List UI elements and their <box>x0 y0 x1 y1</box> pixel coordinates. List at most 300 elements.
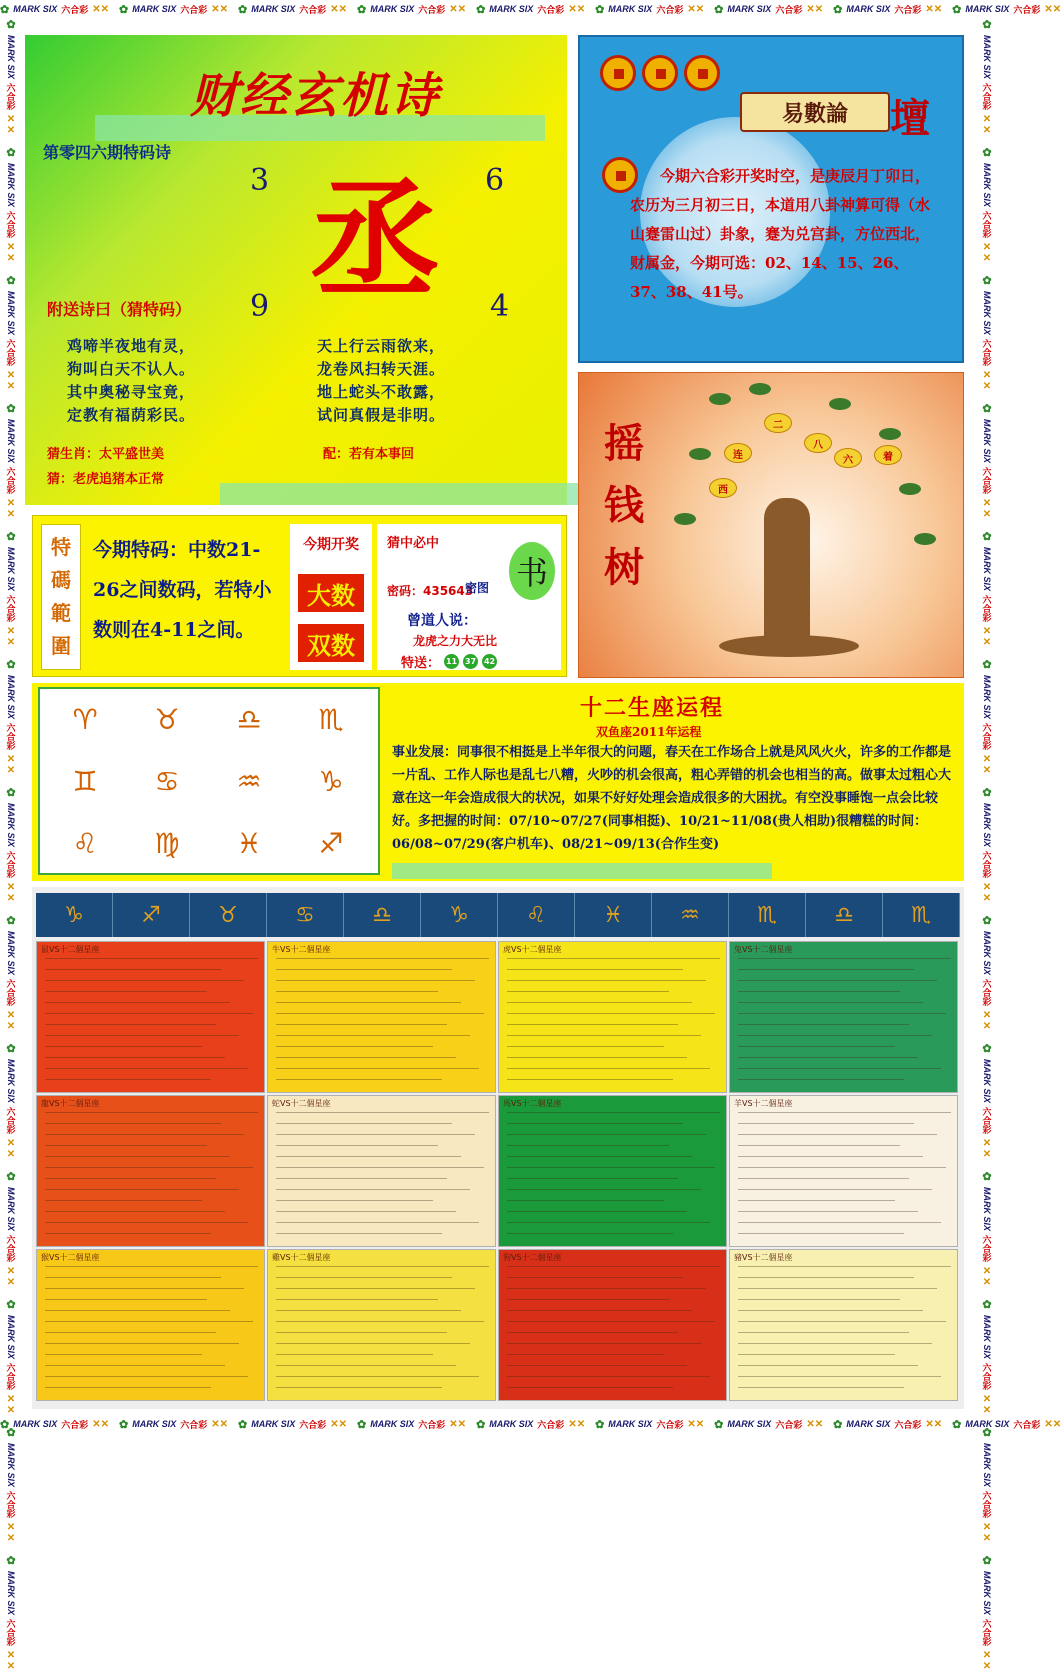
text-line <box>45 1068 248 1069</box>
cell-header: 牛VS十二個星座 <box>272 945 331 954</box>
tree-coin: 六 <box>834 448 862 468</box>
star-sign-icon: ♎ <box>344 893 421 937</box>
text-line <box>738 1321 946 1322</box>
sign-compatibility-cell <box>498 1249 727 1401</box>
number-top-right: 6 <box>485 163 505 198</box>
hit-password: 密码：435643 <box>387 584 474 598</box>
text-line <box>507 1332 678 1333</box>
star-sign-icon: ♑ <box>36 893 113 937</box>
coin-icon <box>600 55 636 91</box>
mark-six-logo: ✿ MARK SIX 六合彩 ✕✕ <box>833 1418 943 1431</box>
text-line <box>276 1288 475 1289</box>
verse-line: 地上蛇头不敢露， <box>317 383 446 401</box>
mark-six-logo: ✿ MARK SIX 六合彩 ✕✕ <box>980 274 993 393</box>
tree-coin: 西 <box>709 478 737 498</box>
cell-header: 羊VS十二個星座 <box>734 1099 793 1108</box>
text-line <box>45 1057 225 1058</box>
range-panel <box>32 515 567 677</box>
text-line <box>276 1332 447 1333</box>
text-line <box>45 991 207 992</box>
hit-box <box>377 524 561 670</box>
open-box <box>290 524 372 670</box>
zodiac-sign-icon: ♉ <box>154 702 180 736</box>
text-line <box>507 1321 715 1322</box>
tree-title <box>599 413 649 599</box>
text-line <box>276 1354 433 1355</box>
text-line <box>738 1200 895 1201</box>
sign-compatibility-cell <box>36 1095 265 1247</box>
left-border-strip <box>0 18 22 1672</box>
star-sign-icon: ♏ <box>883 893 960 937</box>
text-line <box>276 1079 442 1080</box>
text-line <box>507 1211 687 1212</box>
coin-icon <box>684 55 720 91</box>
mark-six-logo: ✿ MARK SIX 六合彩 ✕✕ <box>714 1418 824 1431</box>
tree-coin: 连 <box>724 443 752 463</box>
signs-icon-row <box>36 893 960 937</box>
poem-title: 财经玄机诗 <box>190 68 441 124</box>
tree-coin: 二 <box>764 413 792 433</box>
zodiac-sign-icon: ♑ <box>318 764 344 798</box>
cell-header: 豬VS十二個星座 <box>734 1253 793 1262</box>
zodiac-sign-icon: ♐ <box>318 826 344 860</box>
zodiac-subtitle: 双鱼座2011年运程 <box>596 725 702 739</box>
verse-line: 试问真假是非明。 <box>317 406 446 424</box>
mark-six-logo: ✿ MARK SIX 六合彩 ✕✕ <box>357 3 467 16</box>
mark-six-logo: ✿ MARK SIX 六合彩 ✕✕ <box>4 1042 17 1161</box>
text-line <box>738 1079 904 1080</box>
hit-map-label: 密图 <box>465 581 490 595</box>
tree-root-icon <box>719 635 859 657</box>
star-sign-icon: ♌ <box>498 893 575 937</box>
text-line <box>507 1200 664 1201</box>
right-border-strip <box>976 18 998 1672</box>
mark-six-logo: ✿ MARK SIX 六合彩 ✕✕ <box>4 18 17 137</box>
mark-six-logo: ✿ MARK SIX 六合彩 ✕✕ <box>980 18 993 137</box>
text-line <box>738 1068 941 1069</box>
text-line <box>276 1310 461 1311</box>
mark-six-logo: ✿ MARK SIX 六合彩 ✕✕ <box>980 530 993 649</box>
text-line <box>507 1233 673 1234</box>
cell-header: 雞VS十二個星座 <box>272 1253 331 1262</box>
text-line <box>507 1123 683 1124</box>
zodiac-sign-icon: ♓ <box>236 826 262 860</box>
mark-six-logo: ✿ MARK SIX 六合彩 ✕✕ <box>980 146 993 265</box>
open-big-badge: 大数 <box>298 574 364 612</box>
tree-coin: 着 <box>874 445 902 465</box>
mark-six-logo: ✿ MARK SIX 六合彩 ✕✕ <box>980 402 993 521</box>
text-line <box>45 1156 230 1157</box>
text-line <box>738 1046 895 1047</box>
text-line <box>738 1156 923 1157</box>
text-line <box>45 1145 207 1146</box>
range-label-char: 特 <box>51 535 71 559</box>
text-line <box>738 1002 923 1003</box>
text-line <box>276 980 475 981</box>
verse-line: 鸡啼半夜地有灵， <box>67 337 196 355</box>
mark-six-logo: ✿ MARK SIX 六合彩 ✕✕ <box>980 658 993 777</box>
big-character: 丞 <box>310 163 441 316</box>
cell-header: 蛇VS十二個星座 <box>272 1099 331 1108</box>
text-line <box>507 1145 669 1146</box>
text-line <box>276 1200 433 1201</box>
sign-compatibility-cell <box>267 941 496 1093</box>
text-line <box>738 1211 918 1212</box>
text-line <box>738 1354 895 1355</box>
text-line <box>276 1112 489 1113</box>
leaf-icon <box>829 398 851 410</box>
signs-grid <box>32 887 964 1409</box>
sign-compatibility-cell <box>729 941 958 1093</box>
zodiac-sign-icon: ♒ <box>236 764 262 798</box>
sign-compatibility-cell <box>36 941 265 1093</box>
text-line <box>276 1024 447 1025</box>
text-line <box>738 969 914 970</box>
zodiac-sign-icon: ♊ <box>72 764 98 798</box>
mark-six-logo: ✿ MARK SIX 六合彩 ✕✕ <box>0 1418 110 1431</box>
mark-six-logo: ✿ MARK SIX 六合彩 ✕✕ <box>4 914 17 1033</box>
mark-six-logo: ✿ MARK SIX 六合彩 ✕✕ <box>4 658 17 777</box>
sign-compatibility-cell <box>729 1249 958 1401</box>
mark-six-logo: ✿ MARK SIX 六合彩 ✕✕ <box>4 1170 17 1289</box>
tree-title-char: 树 <box>604 544 644 591</box>
text-line <box>738 1189 932 1190</box>
text-line <box>276 1046 433 1047</box>
star-sign-icon: ♓ <box>575 893 652 937</box>
text-line <box>45 1002 230 1003</box>
cell-header: 鼠VS十二個星座 <box>41 945 100 954</box>
text-line <box>738 1035 932 1036</box>
highlight-band <box>220 483 580 505</box>
poem-panel <box>25 35 567 505</box>
text-line <box>276 1343 470 1344</box>
text-line <box>507 1266 720 1267</box>
zodiac-panel <box>32 683 964 881</box>
tree-title-char: 钱 <box>604 482 644 529</box>
highlight-band <box>392 863 772 879</box>
text-line <box>45 980 244 981</box>
text-line <box>507 1156 692 1157</box>
text-line <box>45 1332 216 1333</box>
open-even-badge: 双数 <box>298 624 364 662</box>
text-line <box>507 1354 664 1355</box>
text-line <box>738 1178 909 1179</box>
text-line <box>45 1321 253 1322</box>
text-line <box>507 1365 687 1366</box>
text-line <box>45 969 221 970</box>
text-line <box>45 1200 202 1201</box>
leaf-icon <box>899 483 921 495</box>
text-line <box>507 1343 701 1344</box>
text-line <box>738 991 900 992</box>
text-line <box>738 1057 918 1058</box>
text-line <box>45 1178 216 1179</box>
text-line <box>45 958 258 959</box>
mark-six-logo: ✿ MARK SIX 六合彩 ✕✕ <box>238 1418 348 1431</box>
mark-six-logo: ✿ MARK SIX 六合彩 ✕✕ <box>119 3 229 16</box>
text-line <box>738 1222 941 1223</box>
guess-zodiac: 猜生肖：太平盛世美 <box>47 447 165 462</box>
text-line <box>738 1123 914 1124</box>
text-line <box>45 1013 253 1014</box>
verse-left <box>67 335 195 427</box>
mark-six-logo: ✿ MARK SIX 六合彩 ✕✕ <box>4 274 17 393</box>
text-line <box>738 1343 932 1344</box>
mark-six-logo: ✿ MARK SIX 六合彩 ✕✕ <box>833 3 943 16</box>
text-line <box>507 980 706 981</box>
sign-compatibility-cell <box>36 1249 265 1401</box>
mark-six-logo: ✿ MARK SIX 六合彩 ✕✕ <box>980 1170 993 1289</box>
text-line <box>507 1046 664 1047</box>
sign-compatibility-cell <box>498 1095 727 1247</box>
text-line <box>45 1376 248 1377</box>
special-send-label: 特送： <box>401 656 441 671</box>
text-line <box>276 1167 484 1168</box>
number-bottom-left: 9 <box>250 289 270 324</box>
star-sign-icon: ♏ <box>729 893 806 937</box>
number-ball: 42 <box>482 654 497 669</box>
leaf-icon <box>749 383 771 395</box>
number-ball: 11 <box>444 654 459 669</box>
text-line <box>507 1376 710 1377</box>
money-tree-panel <box>578 372 964 678</box>
leaf-icon <box>879 428 901 440</box>
coin-icon <box>642 55 678 91</box>
sign-compatibility-cell <box>267 1095 496 1247</box>
text-line <box>738 1332 909 1333</box>
text-line <box>276 1211 456 1212</box>
mark-six-logo: ✿ MARK SIX 六合彩 ✕✕ <box>476 1418 586 1431</box>
text-line <box>276 1222 479 1223</box>
text-line <box>738 1013 946 1014</box>
text-line <box>507 991 669 992</box>
text-line <box>45 1266 258 1267</box>
text-line <box>507 1057 687 1058</box>
text-line <box>45 1222 248 1223</box>
special-send <box>401 652 497 671</box>
text-line <box>507 1024 678 1025</box>
zodiac-sign-icon: ♏ <box>318 702 344 736</box>
mark-six-logo: ✿ MARK SIX 六合彩 ✕✕ <box>4 402 17 521</box>
text-line <box>45 1046 202 1047</box>
text-line <box>507 1112 720 1113</box>
mark-six-logo: ✿ MARK SIX 六合彩 ✕✕ <box>595 1418 705 1431</box>
text-line <box>507 1079 673 1080</box>
secret-glyph: 书 <box>509 542 555 600</box>
verse-line: 天上行云雨欲来， <box>317 337 446 355</box>
text-line <box>738 1233 904 1234</box>
number-ball: 37 <box>463 654 478 669</box>
text-line <box>507 1288 706 1289</box>
star-sign-icon: ♋ <box>267 893 344 937</box>
text-line <box>276 1266 489 1267</box>
text-line <box>276 1145 438 1146</box>
cell-header: 猴VS十二個星座 <box>41 1253 100 1262</box>
text-line <box>738 980 937 981</box>
text-line <box>738 1387 904 1388</box>
text-line <box>738 1299 900 1300</box>
text-line <box>738 1167 946 1168</box>
text-line <box>738 1024 909 1025</box>
text-line <box>45 1277 221 1278</box>
text-line <box>507 1013 715 1014</box>
text-line <box>276 1365 456 1366</box>
text-line <box>276 1189 470 1190</box>
text-line <box>276 1233 442 1234</box>
hit-phrase: 龙虎之力大无比 <box>413 634 498 648</box>
sign-compatibility-cell <box>498 941 727 1093</box>
cell-header: 龍VS十二個星座 <box>41 1099 100 1108</box>
text-line <box>45 1123 221 1124</box>
tree-coin: 八 <box>804 433 832 453</box>
text-line <box>276 1156 461 1157</box>
text-line <box>276 1299 438 1300</box>
zodiac-title: 十二生座运程 <box>580 695 725 721</box>
leaf-icon <box>674 513 696 525</box>
star-sign-icon: ♉ <box>190 893 267 937</box>
mark-six-logo: ✿ MARK SIX 六合彩 ✕✕ <box>980 1426 993 1545</box>
verse-line: 龙卷风扫转天涯。 <box>317 360 446 378</box>
leaf-icon <box>914 533 936 545</box>
text-line <box>507 969 683 970</box>
text-line <box>45 1035 239 1036</box>
text-line <box>45 1211 225 1212</box>
poem-subtitle: 附送诗曰（猜特码） <box>47 300 192 319</box>
mark-six-logo: ✿ MARK SIX 六合彩 ✕✕ <box>952 3 1061 16</box>
text-line <box>507 1277 683 1278</box>
text-line <box>45 1024 216 1025</box>
text-line <box>45 1233 211 1234</box>
text-line <box>276 969 452 970</box>
range-text: 今期特码：中数21-26之间数码，若特小数则在4-11之间。 <box>93 539 272 641</box>
mark-six-logo: ✿ MARK SIX 六合彩 ✕✕ <box>714 3 824 16</box>
zodiac-sign-icon: ♋ <box>154 764 180 798</box>
top-border-strip <box>0 0 1061 18</box>
text-line <box>276 1123 452 1124</box>
text-line <box>45 1343 239 1344</box>
zodiac-sign-icon: ♍ <box>154 826 180 860</box>
text-line <box>276 958 489 959</box>
text-line <box>45 1167 253 1168</box>
text-line <box>276 991 438 992</box>
text-line <box>507 1035 701 1036</box>
cell-header: 虎VS十二個星座 <box>503 945 562 954</box>
star-sign-icon: ♐ <box>113 893 190 937</box>
text-line <box>45 1112 258 1113</box>
cell-header: 馬VS十二個星座 <box>503 1099 562 1108</box>
text-line <box>276 1057 456 1058</box>
plaque: 易數論 <box>740 92 890 132</box>
text-line <box>738 1112 951 1113</box>
mark-six-logo: ✿ MARK SIX 六合彩 ✕✕ <box>4 786 17 905</box>
mark-six-logo: ✿ MARK SIX 六合彩 ✕✕ <box>595 3 705 16</box>
text-line <box>507 1167 715 1168</box>
text-line <box>276 1178 447 1179</box>
number-bottom-right: 4 <box>490 289 510 324</box>
text-line <box>276 1068 479 1069</box>
text-line <box>276 1035 470 1036</box>
text-line <box>507 1002 692 1003</box>
star-sign-icon: ♒ <box>652 893 729 937</box>
verse-line: 狗叫白天不认人。 <box>67 360 196 378</box>
mark-six-logo: ✿ MARK SIX 六合彩 ✕✕ <box>980 914 993 1033</box>
sign-compatibility-cell <box>267 1249 496 1401</box>
range-label-char: 圍 <box>51 634 71 658</box>
range-label <box>41 524 81 670</box>
text-line <box>276 1321 484 1322</box>
hit-title: 猜中必中 <box>387 536 440 551</box>
text-line <box>507 1222 710 1223</box>
text-line <box>507 958 720 959</box>
text-line <box>738 1145 900 1146</box>
text-line <box>276 1277 452 1278</box>
text-line <box>45 1288 244 1289</box>
mark-six-logo: ✿ MARK SIX 六合彩 ✕✕ <box>980 1554 993 1672</box>
text-line <box>276 1376 479 1377</box>
text-line <box>507 1068 710 1069</box>
mark-six-logo: ✿ MARK SIX 六合彩 ✕✕ <box>476 3 586 16</box>
mark-six-logo: ✿ MARK SIX 六合彩 ✕✕ <box>4 146 17 265</box>
text-line <box>738 1365 918 1366</box>
text-line <box>276 1134 475 1135</box>
mark-six-logo: ✿ MARK SIX 六合彩 ✕✕ <box>4 1554 17 1672</box>
verse-line: 定教有福荫彩民。 <box>67 406 196 424</box>
text-line <box>738 1266 951 1267</box>
text-line <box>738 1277 914 1278</box>
text-line <box>738 1288 937 1289</box>
mark-six-logo: ✿ MARK SIX 六合彩 ✕✕ <box>0 3 110 16</box>
zodiac-icon-grid <box>38 687 380 875</box>
cell-header: 兔VS十二個星座 <box>734 945 793 954</box>
zodiac-body: 事业发展：同事很不相挺是上半年很大的问题，春天在工作场合上就是风风火火，许多的工作都是一片乱、工作人际也是乱七八糟，火吵的机会很高，粗心弄错的机会也相当的高。做事太过粗心大意在这一年会造成很大的状况，如果不好好处理会造成很多的大困扰。有空没事睡饱一点会比较好。多把握的时间：07/10~07/27(同事相挺)、10/21~11/08(贵人相助)很糟糕的时间：06/08~07/29(客户机车)、08/21~09/13(合作生变) <box>392 745 952 852</box>
mark-six-logo: ✿ MARK SIX 六合彩 ✕✕ <box>980 1298 993 1417</box>
mark-six-logo: ✿ MARK SIX 六合彩 ✕✕ <box>4 1426 17 1545</box>
text-line <box>738 1134 937 1135</box>
issue-label: 第零四六期特码诗 <box>43 143 172 162</box>
verse-line: 其中奥秘寻宝竟， <box>67 383 196 401</box>
text-line <box>507 1310 692 1311</box>
mark-six-logo: ✿ MARK SIX 六合彩 ✕✕ <box>357 1418 467 1431</box>
star-sign-icon: ♎ <box>806 893 883 937</box>
verse-right <box>317 335 445 427</box>
text-line <box>738 1310 923 1311</box>
mark-six-logo: ✿ MARK SIX 六合彩 ✕✕ <box>238 3 348 16</box>
text-line <box>276 1002 461 1003</box>
text-line <box>45 1299 207 1300</box>
text-line <box>45 1310 230 1311</box>
yishu-text: 今期六合彩开奖时空，是庚辰月丁卯日，农历为三月初三日，本道用八卦神算可得（水山蹇雷山过）卦象，蹇为兑宫卦，方位西北，财属金，今期可选：02、14、15、26、37、38、41号。 <box>630 167 931 301</box>
text-line <box>45 1365 225 1366</box>
mark-six-logo: ✿ MARK SIX 六合彩 ✕✕ <box>952 1418 1061 1431</box>
text-line <box>45 1079 211 1080</box>
text-line <box>507 1189 701 1190</box>
zodiac-sign-icon: ♈ <box>72 702 98 736</box>
leaf-icon <box>689 448 711 460</box>
text-line <box>738 958 951 959</box>
sign-compatibility-cell <box>729 1095 958 1247</box>
tree-trunk-icon <box>764 498 810 648</box>
text-line <box>507 1134 706 1135</box>
open-title: 今期开奖 <box>303 537 359 553</box>
star-sign-icon: ♑ <box>421 893 498 937</box>
guess-match: 配：若有本事回 <box>323 447 415 462</box>
leaf-icon <box>709 393 731 405</box>
zodiac-sign-icon: ♎ <box>236 702 262 736</box>
hit-saying-label: 曾道人说： <box>407 613 477 629</box>
text-line <box>45 1134 244 1135</box>
text-line <box>45 1354 202 1355</box>
text-line <box>45 1387 211 1388</box>
